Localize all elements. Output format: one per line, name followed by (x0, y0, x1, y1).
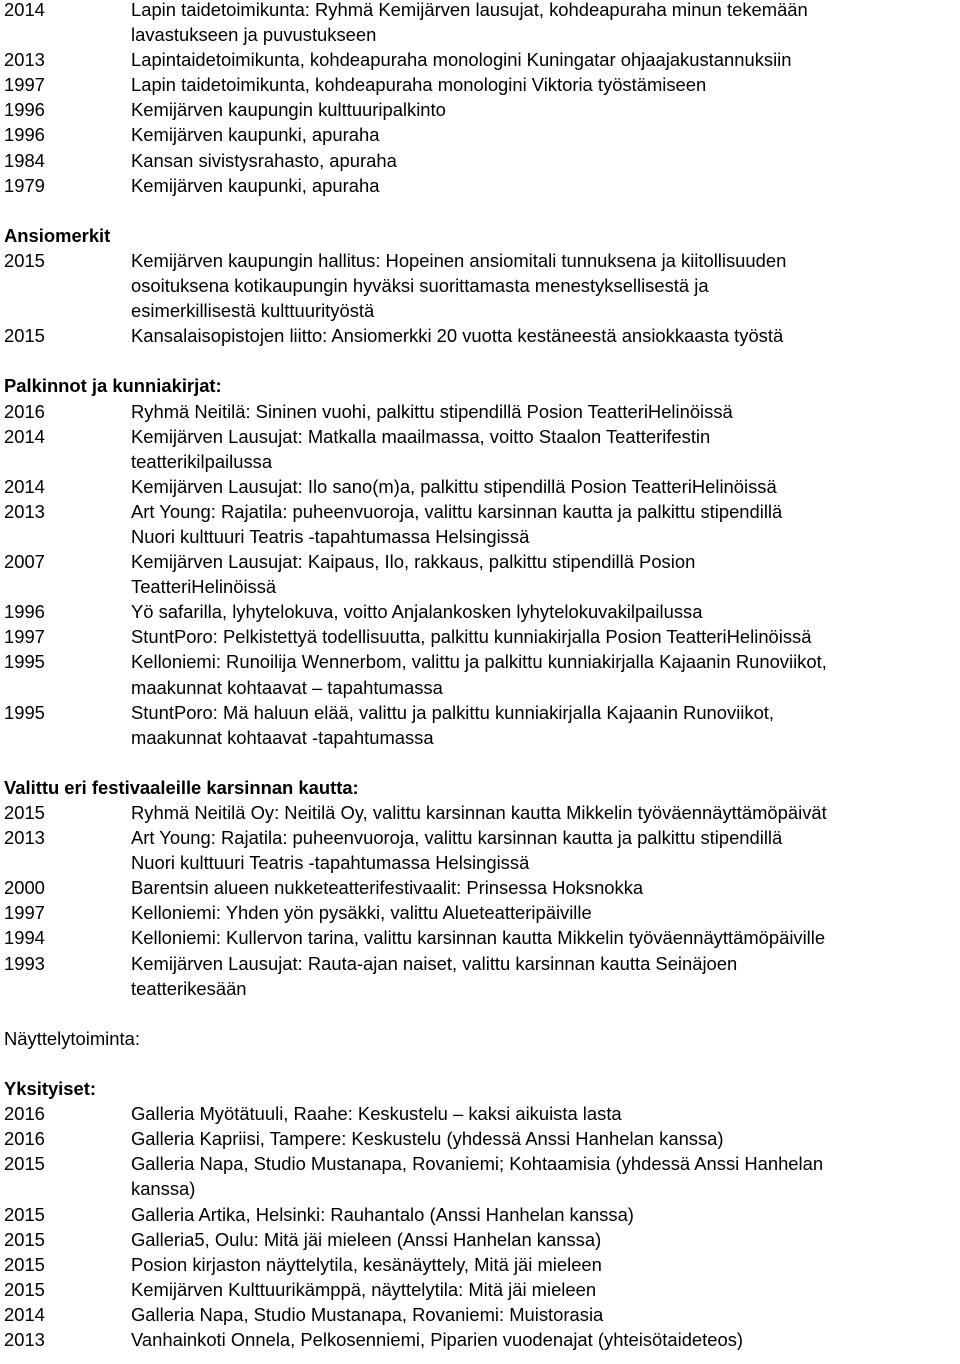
entry-year: 1995 (4, 701, 45, 723)
entry-row (4, 1327, 960, 1352)
entry-text: Galleria Kapriisi, Tampere: Keskustelu (yhdessä Anssi Hanhelan kanssa) (131, 1128, 724, 1150)
entry-text: Yö safarilla, lyhytelokuva, voitto Anjalankosken lyhytelokuvakilpailussa (131, 601, 703, 623)
entry-year: 1997 (4, 74, 45, 96)
entry-year: 2013 (4, 500, 45, 522)
entry-year: 1996 (4, 601, 45, 623)
entry-year: 1996 (4, 124, 45, 146)
entry-text: Galleria Artika, Helsinki: Rauhantalo (Anssi Hanhelan kanssa) (131, 1203, 634, 1225)
entry-year: 2015 (4, 1203, 45, 1225)
entry-row (4, 599, 960, 624)
entry-text: Galleria Myötätuuli, Raahe: Keskustelu – kaksi aikuista lasta (131, 1103, 622, 1125)
entry-row (4, 97, 960, 122)
entry-text: Lapin taidetoimikunta: Ryhmä Kemijärven lausujat, kohdeapuraha minun tekemään lavastukseen ja puvustukseen (131, 0, 808, 46)
palkinnot-list (4, 399, 960, 750)
entry-row (4, 1277, 960, 1302)
nayttelytoiminta-section (4, 1026, 960, 1352)
entry-row (4, 951, 960, 1001)
entry-year: 2015 (4, 1228, 45, 1250)
entry-year: 2015 (4, 1153, 45, 1175)
entry-year: 1996 (4, 99, 45, 121)
entry-row (4, 399, 960, 424)
entry-text: StuntPoro: Mä haluun elää, valittu ja palkittu kunniakirjalla Kajaanin Runoviikot, maakunnat kohtaavat -tapahtumassa (131, 701, 775, 748)
entry-year: 1993 (4, 952, 45, 974)
entry-row (4, 875, 960, 900)
entry-row (4, 122, 960, 147)
ansiomerkit-section (4, 223, 960, 348)
entry-year: 1994 (4, 927, 45, 949)
entry-text: Kansan sivistysrahasto, apuraha (131, 149, 397, 171)
entry-row (4, 900, 960, 925)
entry-row (4, 800, 960, 825)
entry-text: Galleria Napa, Studio Mustanapa, Rovaniemi: Muistorasia (131, 1303, 604, 1325)
entry-row (4, 825, 960, 875)
section-heading-palkinnot: Palkinnot ja kunniakirjat: (4, 375, 222, 397)
entry-row (4, 1101, 960, 1126)
entry-year: 1997 (4, 902, 45, 924)
entry-row (4, 549, 960, 599)
entry-year: 2015 (4, 802, 45, 823)
entry-year: 2016 (4, 400, 45, 422)
entry-text: Kemijärven Lausujat: Matkalla maailmassa, voitto Staalon Teatterifestin teatterikilpailussa (131, 425, 711, 472)
entry-row (4, 1302, 960, 1327)
entry-year: 2015 (4, 249, 45, 271)
entry-row (4, 248, 960, 323)
entry-row (4, 649, 960, 699)
entry-year: 2013 (4, 827, 45, 849)
entry-text: Kemijärven Lausujat: Rauta-ajan naiset, valittu karsinnan kautta Seinäjoen teatterikesään (131, 952, 738, 999)
entry-year: 2014 (4, 0, 45, 20)
subheading-yksityiset: Yksityiset: (4, 1078, 96, 1100)
entry-text: Art Young: Rajatila: puheenvuoroja, valittu karsinnan kautta ja palkittu stipendillä Nuori kulttuuri Teatris -tapahtumassa Helsingissä (131, 827, 783, 874)
palkinnot-section (4, 373, 960, 749)
entry-row (4, 1252, 960, 1277)
entry-year: 1984 (4, 149, 45, 171)
grants-section (4, 0, 960, 198)
entry-row (4, 1151, 960, 1201)
entry-text: Posion kirjaston näyttelytila, kesänäyttely, Mitä jäi mieleen (131, 1253, 602, 1275)
entry-text: Kemijärven kaupungin hallitus: Hopeinen ansiomitali tunnuksena ja kiitollisuuden osoituksena kotikaupungin hyväksi suorittamasta menestyksellisestä ja esimerkillisestä kulttuurityöstä (131, 249, 787, 322)
entry-text: Lapin taidetoimikunta, kohdeapuraha monologini Viktoria työstämiseen (131, 74, 707, 96)
entry-year: 2007 (4, 551, 45, 573)
entry-text: Kelloniemi: Yhden yön pysäkki, valittu Alueteatteripäiville (131, 902, 592, 924)
entry-row (4, 700, 960, 750)
section-heading-ansiomerkit: Ansiomerkit (4, 224, 111, 246)
festivaalit-list (4, 800, 960, 1001)
entry-row (4, 925, 960, 950)
entry-row (4, 1202, 960, 1227)
entry-text: Lapintaidetoimikunta, kohdeapuraha monologini Kuningatar ohjaajakustannuksiin (131, 49, 792, 71)
entry-row (4, 173, 960, 198)
entry-text: Kelloniemi: Runoilija Wennerbom, valittu ja palkittu kunniakirjalla Kajaanin Runoviikot, maakunnat kohtaavat – tapahtumassa (131, 651, 827, 698)
entry-row (4, 0, 960, 47)
entry-year: 2014 (4, 425, 45, 447)
entry-year: 1997 (4, 626, 45, 648)
entry-row (4, 323, 960, 348)
entry-text: StuntPoro: Pelkistettyä todellisuutta, palkittu kunniakirjalla Posion TeatteriHelinöissä (131, 626, 812, 648)
entry-year: 1979 (4, 174, 45, 196)
entry-year: 2014 (4, 475, 45, 497)
grants-list (4, 0, 960, 198)
entry-year: 2016 (4, 1128, 45, 1150)
entry-text: Ryhmä Neitilä Oy: Neitilä Oy, valittu karsinnan kautta Mikkelin työväennäyttämöpäivät (131, 802, 827, 823)
entry-year: 2015 (4, 325, 45, 347)
entry-year: 2000 (4, 877, 45, 899)
entry-year: 2015 (4, 1253, 45, 1275)
entry-text: Kemijärven Lausujat: Kaipaus, Ilo, rakkaus, palkittu stipendillä Posion TeatteriHelinöissä (131, 551, 696, 598)
entry-row (4, 424, 960, 474)
entry-text: Barentsin alueen nukketeatterifestivaalit: Prinsessa Hoksnokka (131, 877, 644, 899)
entry-year: 2015 (4, 1278, 45, 1300)
entry-text: Kemijärven kaupunki, apuraha (131, 174, 380, 196)
entry-row (4, 47, 960, 72)
entry-row (4, 499, 960, 549)
entry-text: Ryhmä Neitilä: Sininen vuohi, palkittu stipendillä Posion TeatteriHelinöissä (131, 400, 733, 422)
entry-text: Art Young: Rajatila: puheenvuoroja, valittu karsinnan kautta ja palkittu stipendillä Nuori kulttuuri Teatris -tapahtumassa Helsingissä (131, 500, 783, 547)
entry-row (4, 1126, 960, 1151)
cv-page (4, 0, 960, 1352)
entry-year: 2013 (4, 49, 45, 71)
entry-year: 2016 (4, 1103, 45, 1125)
entry-text: Vanhainkoti Onnela, Pelkosenniemi, Piparien vuodenajat (yhteisötaideteos) (131, 1328, 744, 1350)
entry-text: Galleria5, Oulu: Mitä jäi mieleen (Anssi Hanhelan kanssa) (131, 1228, 602, 1250)
section-heading-nayttelytoiminta: Näyttelytoiminta: (4, 1027, 140, 1049)
entry-year: 1995 (4, 651, 45, 673)
entry-text: Kemijärven kaupunki, apuraha (131, 124, 380, 146)
entry-row (4, 1227, 960, 1252)
entry-row (4, 148, 960, 173)
entry-row (4, 474, 960, 499)
entry-row (4, 624, 960, 649)
entry-text: Kemijärven Kulttuurikämppä, näyttelytila: Mitä jäi mieleen (131, 1278, 597, 1300)
entry-year: 2013 (4, 1328, 45, 1350)
ansiomerkit-list (4, 248, 960, 348)
entry-row (4, 72, 960, 97)
section-heading-festivaalit: Valittu eri festivaaleille karsinnan kautta: (4, 776, 359, 798)
nayttelytoiminta-list (4, 1101, 960, 1352)
festivaalit-section (4, 775, 960, 1001)
entry-text: Kemijärven kaupungin kulttuuripalkinto (131, 99, 446, 121)
entry-text: Galleria Napa, Studio Mustanapa, Rovaniemi; Kohtaamisia (yhdessä Anssi Hanhelan kanssa) (131, 1153, 824, 1200)
entry-text: Kelloniemi: Kullervon tarina, valittu karsinnan kautta Mikkelin työväennäyttämöpäiville (131, 927, 826, 949)
entry-year: 2014 (4, 1303, 45, 1325)
entry-text: Kansalaisopistojen liitto: Ansiomerkki 20 vuotta kestäneestä ansiokkaasta työstä (131, 325, 784, 347)
entry-text: Kemijärven Lausujat: Ilo sano(m)a, palkittu stipendillä Posion TeatteriHelinöissä (131, 475, 777, 497)
